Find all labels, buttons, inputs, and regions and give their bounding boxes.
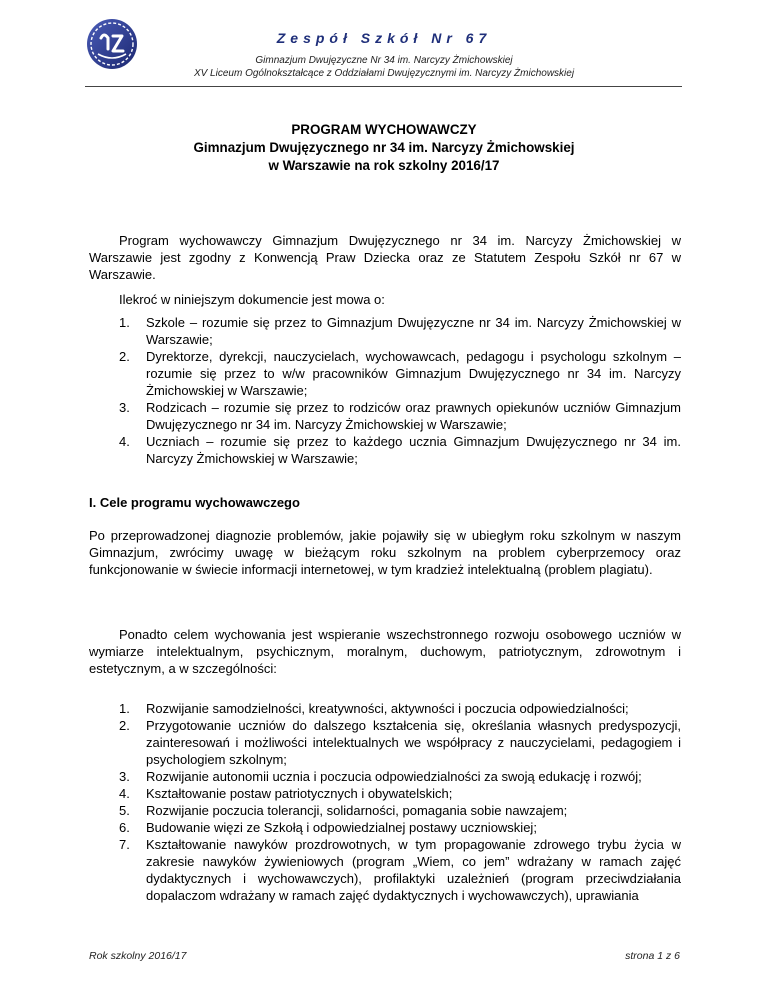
- list-item: [119, 785, 681, 802]
- definitions-list: [119, 314, 681, 467]
- list-item-text: Uczniach – rozumie się przez to każdego ucznia Gimnazjum Dwujęzycznego nr 34 im. Narcyzy Żmichowskiej w Warszawie;: [146, 434, 681, 466]
- header-subtitle-liceum: XV Liceum Ogólnokształcące z Oddziałami Dwujęzycznymi im. Narcyzy Żmichowskiej: [193, 68, 575, 79]
- list-item-number: 2.: [119, 349, 130, 364]
- list-item: [119, 717, 681, 768]
- list-item-number: 7.: [119, 837, 130, 852]
- list-item-number: 5.: [119, 803, 130, 818]
- list-item: [119, 348, 681, 399]
- list-item-number: 3.: [119, 769, 130, 784]
- list-item-text: Budowanie więzi ze Szkołą i odpowiedzialnej postawy uczniowskiej;: [146, 820, 537, 835]
- list-item: [119, 802, 681, 819]
- list-item-number: 4.: [119, 434, 130, 449]
- header-divider: [85, 86, 682, 87]
- title-line-3: w Warszawie na rok szkolny 2016/17: [268, 158, 500, 173]
- section-paragraph-1: Po przeprowadzonej diagnozie problemów, jakie pojawiły się w ubiegłym roku szkolnym w naszym Gimnazjum, zwrócimy uwagę w bieżącym roku szkolnym na problem cyberprzemocy oraz funkcjonowanie w świecie informacji internetowej, w tym kradzież intelektualną (problem plagiatu).: [89, 528, 681, 577]
- goals-list: [119, 700, 681, 904]
- list-item-text: Kształtowanie nawyków prozdrowotnych, w tym propagowanie zdrowego trybu życia w zakresie nawyków żywieniowych (program „Wiem, co jem” wdrażany w ramach zajęć dydaktycznych i wychowawczych), profilaktyki uzależnień (program przeciwdziałania dopalaczom wdrażany w ramach zajęć dydaktycznych i wychowawczych), uprawiania: [146, 837, 681, 903]
- list-item: [119, 700, 681, 717]
- list-item-number: 3.: [119, 400, 130, 415]
- list-item-text: Rozwijanie autonomii ucznia i poczucia odpowiedzialności za swoją edukację i rozwój;: [146, 769, 642, 784]
- list-item-text: Przygotowanie uczniów do dalszego kształcenia się, określania własnych predyspozycji, zainteresowań i możliwości intelektualnych we współpracy z nauczycielami, pedagogiem i psychologiem szkolnym;: [146, 718, 681, 767]
- definitions-lead: Ilekroć w niniejszym dokumencie jest mowa o:: [119, 292, 385, 307]
- list-item-number: 2.: [119, 718, 130, 733]
- section-heading: I. Cele programu wychowawczego: [89, 495, 300, 510]
- document-title: [0, 121, 768, 175]
- list-item-number: 1.: [119, 701, 130, 716]
- list-item-number: 4.: [119, 786, 130, 801]
- school-name: Zespół Szkół Nr 67: [276, 30, 492, 46]
- list-item: [119, 768, 681, 785]
- list-item-text: Dyrektorze, dyrekcji, nauczycielach, wychowawcach, pedagogu i psychologu szkolnym – rozumie się przez to w/w pracowników Gimnazjum Dwujęzycznego nr 34 im. Narcyzy Żmichowskiej w Warszawie;: [146, 349, 681, 398]
- list-item-number: 6.: [119, 820, 130, 835]
- list-item-text: Rodzicach – rozumie się przez to rodziców oraz prawnych opiekunów uczniów Gimnazjum Dwujęzycznego nr 34 im. Narcyzy Żmichowskiej w Warszawie;: [146, 400, 681, 432]
- list-item: [119, 433, 681, 467]
- list-item: [119, 314, 681, 348]
- list-item: [119, 836, 681, 904]
- section-paragraph-2: Ponadto celem wychowania jest wspieranie wszechstronnego rozwoju osobowego uczniów w wymiarze intelektualnym, psychicznym, moralnym, duchowym, patriotycznym, zdrowotnym i estetycznym, a w szczególności:: [89, 627, 681, 676]
- list-item-number: 1.: [119, 315, 130, 330]
- list-item-text: Rozwijanie poczucia tolerancji, solidarności, pomagania sobie nawzajem;: [146, 803, 568, 818]
- title-line-2: Gimnazjum Dwujęzycznego nr 34 im. Narcyzy Żmichowskiej: [193, 140, 575, 155]
- list-item: [119, 819, 681, 836]
- list-item: [119, 399, 681, 433]
- list-item-text: Rozwijanie samodzielności, kreatywności, aktywności i poczucia odpowiedzialności;: [146, 701, 629, 716]
- footer-page-number: strona 1 z 6: [625, 950, 680, 962]
- header-subtitle-gimnazjum: Gimnazjum Dwujęzyczne Nr 34 im. Narcyzy Żmichowskiej: [255, 55, 513, 66]
- list-item-text: Szkole – rozumie się przez to Gimnazjum Dwujęzyczne nr 34 im. Narcyzy Żmichowskiej w Warszawie;: [146, 315, 681, 347]
- title-line-1: PROGRAM WYCHOWAWCZY: [291, 122, 477, 137]
- footer-school-year: Rok szkolny 2016/17: [89, 950, 187, 962]
- intro-paragraph: Program wychowawczy Gimnazjum Dwujęzycznego nr 34 im. Narcyzy Żmichowskiej w Warszawie jest zgodny z Konwencją Praw Dziecka oraz ze Statutem Zespołu Szkół nr 67 w Warszawie.: [89, 233, 681, 282]
- list-item-text: Kształtowanie postaw patriotycznych i obywatelskich;: [146, 786, 453, 801]
